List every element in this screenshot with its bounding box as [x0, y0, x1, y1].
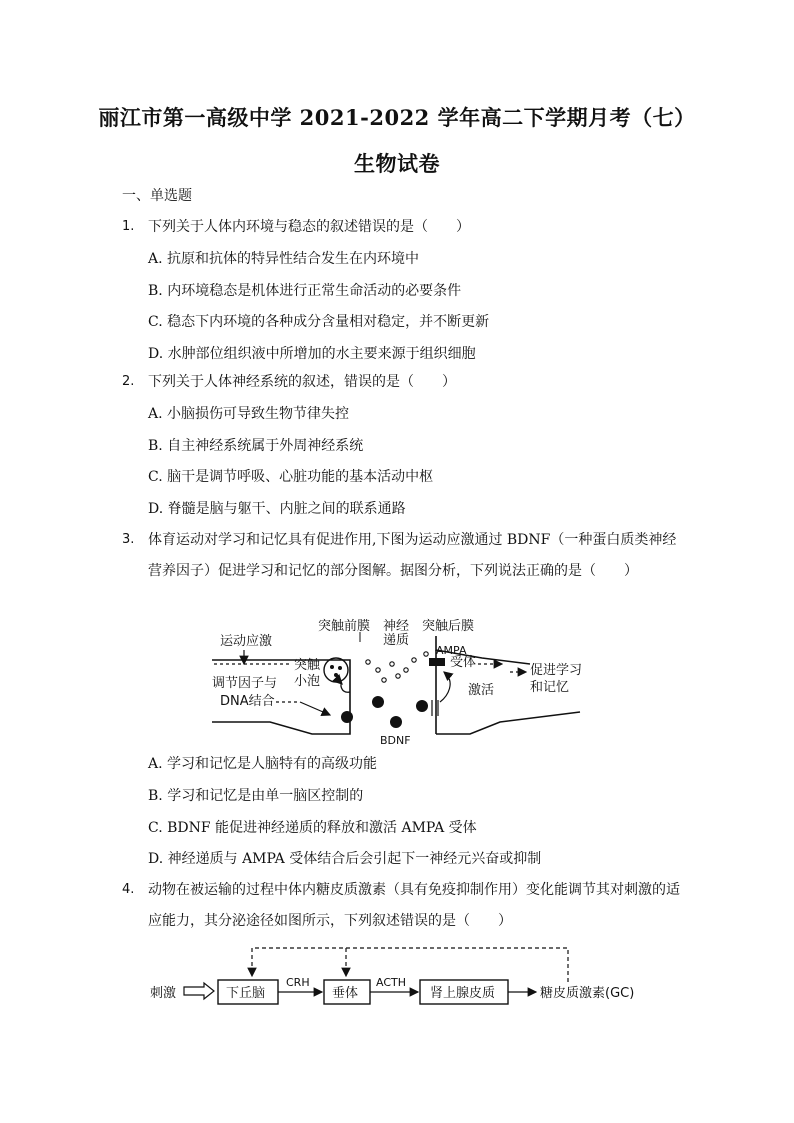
- option-a[interactable]: A. 小脑损伤可导致生物节律失控: [148, 406, 350, 422]
- question-number: 2.: [122, 374, 135, 389]
- option-d[interactable]: D. 脊髓是脑与躯干、内脏之间的联系通路: [148, 501, 406, 517]
- label-promote-2: 和记忆: [530, 680, 570, 695]
- label-activate: 激活: [468, 683, 495, 698]
- label-pituitary: 垂体: [332, 986, 359, 1001]
- label-receptor: 受体: [450, 655, 477, 670]
- question-stem: 体育运动对学习和记忆具有促进作用,下图为运动应激通过 BDNF（一种蛋白质类神经: [148, 532, 677, 548]
- question-stem: 动物在被运输的过程中体内糖皮质激素（具有免疫抑制作用）变化能调节其对刺激的适: [148, 882, 680, 898]
- stimulus-arrow: [184, 983, 214, 999]
- document-subtitle: 生物试卷: [354, 151, 440, 176]
- postsynaptic-membrane-bottom: [436, 712, 580, 734]
- label-hypothalamus: 下丘脑: [226, 986, 266, 1001]
- label-vesicle-1: 突触: [294, 658, 321, 673]
- option-a[interactable]: A. 抗原和抗体的特异性结合发生在内环境中: [148, 251, 420, 267]
- bdnf-molecules: [341, 696, 428, 728]
- question-number: 1.: [122, 219, 135, 234]
- document-title: 丽江市第一高级中学 2021-2022 学年高二下学期月考（七）: [98, 105, 696, 130]
- question-stem: 下列关于人体内环境与稳态的叙述错误的是（ ）: [148, 219, 470, 235]
- option-a[interactable]: A. 学习和记忆是人脑特有的高级功能: [148, 756, 378, 772]
- label-vesicle-2: 小泡: [294, 674, 321, 689]
- label-presynaptic: 突触前膜: [318, 619, 371, 634]
- option-c[interactable]: C. 稳态下内环境的各种成分含量相对稳定，并不断更新: [148, 314, 490, 330]
- label-factor-1: 调节因子与: [212, 676, 278, 691]
- option-d[interactable]: D. 神经递质与 AMPA 受体结合后会引起下一神经元兴奋或抑制: [148, 851, 542, 867]
- label-factor-2: DNA结合: [220, 694, 275, 709]
- label-ampa: AMPA: [436, 644, 467, 657]
- label-stimulus: 刺激: [150, 986, 177, 1001]
- label-stress: 运动应激: [220, 634, 273, 649]
- question-number: 4.: [122, 882, 135, 897]
- label-bdnf: BDNF: [380, 734, 411, 747]
- label-promote-1: 促进学习: [530, 663, 583, 678]
- section-heading: 一、单选题: [122, 188, 192, 204]
- vesicle: [324, 658, 348, 682]
- option-d[interactable]: D. 水肿部位组织液中所增加的水主要来源于组织细胞: [148, 346, 476, 362]
- option-b[interactable]: B. 自主神经系统属于外周神经系统: [148, 438, 364, 454]
- label-transmitter-2: 递质: [383, 633, 410, 648]
- option-c[interactable]: C. BDNF 能促进神经递质的释放和激活 AMPA 受体: [148, 820, 477, 836]
- label-crh: CRH: [286, 976, 310, 989]
- hpa-flowchart: [140, 940, 660, 1020]
- option-c[interactable]: C. 脑干是调节呼吸、心脏功能的基本活动中枢: [148, 469, 434, 485]
- question-stem-continued: 营养因子）促进学习和记忆的部分图解。据图分析，下列说法正确的是（ ）: [148, 563, 638, 579]
- synapse-diagram: [200, 612, 610, 752]
- option-b[interactable]: B. 学习和记忆是由单一脑区控制的: [148, 788, 364, 804]
- ampa-receptor: [429, 658, 445, 666]
- label-gc: 糖皮质激素(GC): [540, 986, 635, 1001]
- label-postsynaptic: 突触后膜: [422, 619, 475, 634]
- question-stem-continued: 应能力，其分泌途径如图所示，下列叙述错误的是（ ）: [148, 913, 512, 929]
- option-b[interactable]: B. 内环境稳态是机体进行正常生命活动的必要条件: [148, 283, 462, 299]
- question-number: 3.: [122, 532, 135, 547]
- label-adrenal: 肾上腺皮质: [430, 986, 496, 1001]
- label-transmitter-1: 神经: [383, 619, 410, 634]
- question-stem: 下列关于人体神经系统的叙述，错误的是（ ）: [148, 374, 456, 390]
- label-acth: ACTH: [376, 976, 407, 989]
